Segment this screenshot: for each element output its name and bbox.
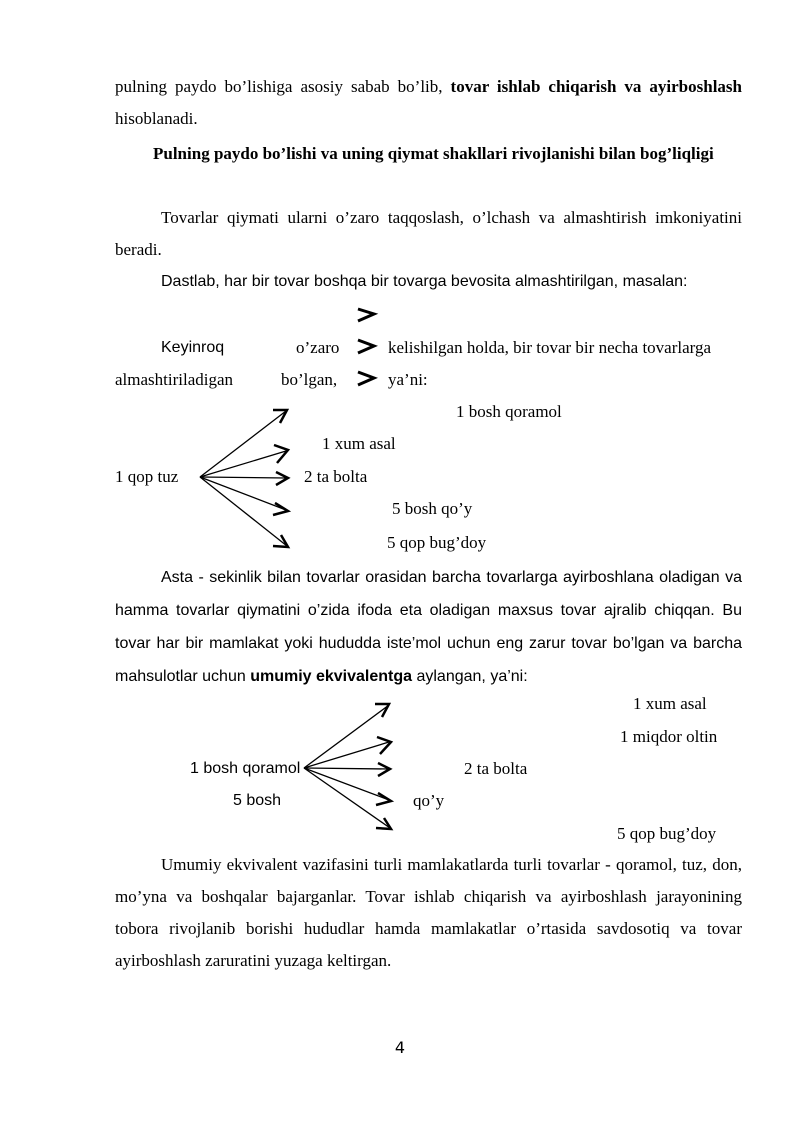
later-word-yani: ya’ni: (388, 370, 428, 389)
arrow-line (200, 477, 287, 546)
chevron-right-icon (358, 372, 374, 385)
diagram1-target: 5 bosh qo’y (392, 499, 473, 518)
diagram1-source: 1 qop tuz (115, 467, 179, 486)
value-paragraph: Tovarlar qiymati ularni o’zaro taqqoslash, o’lchash va almashtirish imkoniyatini beradi. (115, 208, 742, 259)
gradual-text-end: aylangan, ya’ni: (412, 668, 528, 685)
diagram2-sub: 5 bosh (233, 792, 282, 809)
arrow-line (200, 477, 286, 478)
final-paragraph: Umumiy ekvivalent vazifasini turli mamlakatlarda turli tovarlar - qoramol, tuz, don, mo’yna va boshqalar bajarganlar. Tovar ishlab chiqarish va ayirboshlash jarayonining tobora rivojlanib borishi hududlar hamda mamlakatlar o’rtasida savdosotiq va tovar ayirboshlash zaruratini yuzaga keltirgan. (115, 855, 742, 970)
intro-text: pulning paydo bo’lishiga asosiy sabab bo’lib, (115, 77, 451, 96)
arrow-line (304, 768, 390, 828)
intro-text-end: hisoblanadi. (115, 109, 198, 128)
later-text: kelishilgan holda, bir tovar bir necha tovarlarga (388, 338, 712, 357)
diagram1-target: 1 bosh qoramol (456, 402, 562, 421)
diagram2-target: 1 miqdor oltin (620, 727, 718, 746)
first-exchange-paragraph: Dastlab, har bir tovar boshqa bir tovarga bevosita almashtirilgan, masalan: (161, 273, 688, 290)
arrow-line (304, 705, 389, 768)
arrow-head-icon (376, 793, 391, 805)
arrow-line (304, 768, 389, 800)
diagram2-source: 1 bosh qoramol (190, 760, 301, 777)
diagram2-target: qo’y (413, 791, 445, 810)
diagram1-target: 1 xum asal (322, 434, 396, 453)
arrow-line (200, 477, 286, 510)
intro-bold-term: tovar ishlab chiqarish va ayirboshlash (450, 77, 742, 96)
diagram1-arrows (200, 410, 288, 547)
arrow-line (200, 451, 286, 477)
arrow-line (304, 742, 389, 768)
diagram1-target: 5 qop bug’doy (387, 533, 487, 552)
page-number: 4 (394, 1038, 406, 1057)
diagram2-arrows (304, 704, 391, 829)
diagram2-target: 1 xum asal (633, 694, 707, 713)
gradual-bold-term: umumiy ekvivalentga (250, 668, 413, 685)
gradual-text: Asta - sekinlik bilan tovarlar orasidan barcha tovarlarga ayirboshlana oladigan va hamma tovarlar qiymatini o’zida ifoda eta oladigan maxsus tovar ajralib chiqqan. Bu tovar har bir mamlakat yoki hududda iste’mol uchun eng zarur tovar bo’lgan va barcha mahsulotlar uchun (115, 569, 742, 685)
later-word-ozaro: o’zaro (296, 338, 340, 357)
diagram1-target: 2 ta bolta (304, 467, 368, 486)
later-word-almashtiriladigan: almashtiriladigan (115, 370, 234, 389)
later-word-bolgan: bo’lgan, (281, 370, 338, 389)
section-heading: Pulning paydo bo’lishi va uning qiymat shakllari rivojlanishi bilan bog’liqligi (153, 144, 714, 163)
arrow-line (200, 411, 286, 477)
later-word-keyinroq: Keyinroq (161, 339, 225, 356)
arrow-head-icon (273, 503, 288, 515)
arrow-head-icon (273, 410, 287, 423)
diagram2-target: 2 ta bolta (464, 759, 528, 778)
arrow-line (304, 768, 389, 769)
chevron-right-icon (358, 340, 374, 353)
chevron-right-icon (358, 309, 374, 321)
diagram2-target: 5 qop bug’doy (617, 824, 717, 843)
